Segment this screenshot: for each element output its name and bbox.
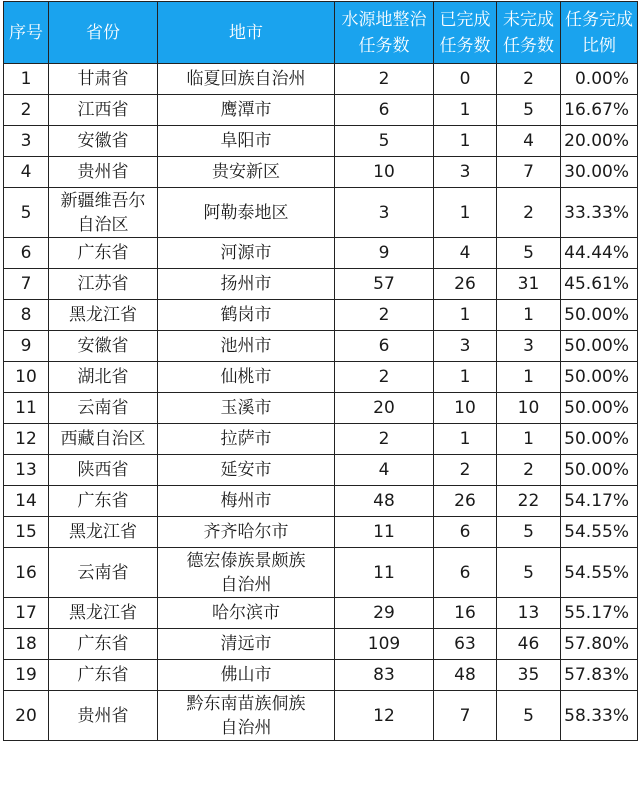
cell-province [49,300,158,331]
cell-province [49,424,158,455]
cell-tasks: 9 [335,238,434,269]
cell-tasks: 57 [335,269,434,300]
cell-province-line: 贵州省 [77,162,129,182]
cell-province-line: 自治区 [77,214,129,235]
cell-tasks: 12 [335,691,434,741]
cell-no: 17 [4,598,49,629]
cell-province [49,95,158,126]
cell-no: 12 [4,424,49,455]
cell-city [158,660,335,691]
table-row [4,455,638,486]
cell-city [158,517,335,548]
cell-tasks: 2 [335,300,434,331]
cell-province-line: 广东省 [77,634,129,654]
header-tasks-label-line2: 任务数 [358,35,410,56]
cell-province [49,157,158,188]
cell-province [49,598,158,629]
table-row [4,548,638,598]
cell-city [158,188,335,238]
cell-tasks: 6 [335,95,434,126]
cell-province [49,486,158,517]
header-done-label-line1: 已完成 [439,9,491,30]
cell-undone: 5 [497,548,561,598]
cell-tasks: 20 [335,393,434,424]
cell-undone: 10 [497,393,561,424]
cell-ratio: 58.33% [561,691,638,741]
header-city-label: 地市 [229,22,263,43]
cell-city-line: 黔东南苗族侗族 [186,693,306,714]
cell-city [158,629,335,660]
cell-done: 3 [434,331,497,362]
cell-tasks: 6 [335,331,434,362]
cell-done: 3 [434,157,497,188]
cell-undone: 4 [497,126,561,157]
cell-ratio: 55.17% [561,598,638,629]
cell-ratio: 44.44% [561,238,638,269]
cell-done: 7 [434,691,497,741]
table-row [4,517,638,548]
cell-city [158,424,335,455]
cell-province [49,548,158,598]
cell-done: 26 [434,486,497,517]
cell-ratio: 54.17% [561,486,638,517]
cell-tasks: 2 [335,362,434,393]
cell-city-line: 德宏傣族景颇族 [186,550,306,571]
cell-undone: 22 [497,486,561,517]
cell-ratio: 50.00% [561,455,638,486]
cell-tasks: 29 [335,598,434,629]
cell-ratio: 50.00% [561,362,638,393]
cell-city [158,269,335,300]
cell-city [158,238,335,269]
table-row [4,64,638,95]
cell-undone: 2 [497,64,561,95]
cell-province-line: 黑龙江省 [69,522,137,542]
cell-done: 1 [434,95,497,126]
cell-tasks: 11 [335,517,434,548]
cell-undone: 5 [497,517,561,548]
cell-undone: 7 [497,157,561,188]
cell-province [49,238,158,269]
cell-province [49,629,158,660]
cell-city-line: 拉萨市 [220,429,272,449]
cell-province-line: 江苏省 [77,274,129,294]
cell-tasks: 2 [335,424,434,455]
cell-province [49,362,158,393]
cell-tasks: 11 [335,548,434,598]
header-done-label-line2: 任务数 [439,35,491,56]
header-ratio-label-line1: 任务完成 [565,9,633,30]
cell-ratio: 50.00% [561,331,638,362]
cell-city [158,126,335,157]
cell-city-line: 自治州 [220,574,272,595]
cell-province [49,393,158,424]
table-row [4,238,638,269]
header-ratio-label-line2: 比例 [582,35,616,56]
cell-done: 1 [434,126,497,157]
cell-ratio: 57.80% [561,629,638,660]
cell-no: 3 [4,126,49,157]
cell-province [49,517,158,548]
cell-tasks: 5 [335,126,434,157]
cell-province-line: 西藏自治区 [60,429,146,449]
cell-done: 6 [434,548,497,598]
cell-city-line: 扬州市 [220,274,272,294]
cell-undone: 13 [497,598,561,629]
cell-tasks: 3 [335,188,434,238]
cell-city [158,331,335,362]
task-completion-table [3,1,638,741]
cell-no: 1 [4,64,49,95]
cell-province-line: 安徽省 [77,336,129,356]
cell-ratio: 54.55% [561,517,638,548]
cell-city-line: 仙桃市 [220,367,272,387]
cell-province [49,331,158,362]
cell-no: 6 [4,238,49,269]
table-body [4,64,638,741]
cell-no: 20 [4,691,49,741]
table-row [4,157,638,188]
cell-tasks: 10 [335,157,434,188]
cell-undone: 1 [497,362,561,393]
cell-province-line: 湖北省 [77,367,129,387]
cell-done: 4 [434,238,497,269]
cell-city [158,95,335,126]
cell-ratio: 45.61% [561,269,638,300]
table-row [4,362,638,393]
cell-city-line: 阜阳市 [220,131,272,151]
cell-city-line: 阿勒泰地区 [203,202,289,223]
cell-province [49,269,158,300]
cell-no: 4 [4,157,49,188]
table-row [4,126,638,157]
cell-city [158,64,335,95]
cell-done: 1 [434,300,497,331]
cell-done: 63 [434,629,497,660]
cell-ratio: 30.00% [561,157,638,188]
cell-province-line: 安徽省 [77,131,129,151]
header-province-label: 省份 [86,22,120,43]
cell-undone: 31 [497,269,561,300]
cell-province [49,455,158,486]
cell-ratio: 33.33% [561,188,638,238]
cell-undone: 2 [497,455,561,486]
cell-no: 8 [4,300,49,331]
cell-undone: 5 [497,691,561,741]
cell-city [158,548,335,598]
table-row [4,660,638,691]
cell-done: 0 [434,64,497,95]
cell-tasks: 109 [335,629,434,660]
cell-tasks: 2 [335,64,434,95]
cell-undone: 1 [497,300,561,331]
table-row [4,598,638,629]
cell-no: 7 [4,269,49,300]
cell-done: 48 [434,660,497,691]
cell-done: 6 [434,517,497,548]
header-no-label: 序号 [9,22,43,43]
cell-ratio: 50.00% [561,300,638,331]
cell-no: 13 [4,455,49,486]
cell-tasks: 83 [335,660,434,691]
cell-no: 15 [4,517,49,548]
cell-city [158,486,335,517]
cell-province-line: 甘肃省 [77,69,129,89]
table-row [4,95,638,126]
cell-city-line: 临夏回族自治州 [186,69,306,89]
header-undone [497,2,561,64]
cell-ratio: 50.00% [561,424,638,455]
cell-province-line: 广东省 [77,491,129,511]
cell-province-line: 云南省 [77,398,129,418]
table-row [4,269,638,300]
cell-no: 19 [4,660,49,691]
cell-province-line: 黑龙江省 [69,603,137,623]
header-ratio [561,2,638,64]
cell-city-line: 河源市 [220,243,272,263]
cell-undone: 46 [497,629,561,660]
cell-province-line: 新疆维吾尔 [60,190,146,211]
cell-city-line: 鹤岗市 [220,305,272,325]
cell-undone: 5 [497,95,561,126]
table-row [4,629,638,660]
cell-province [49,660,158,691]
cell-city-line: 哈尔滨市 [212,603,280,623]
cell-city [158,455,335,486]
table-header [4,2,638,64]
cell-ratio: 20.00% [561,126,638,157]
cell-city-line: 池州市 [220,336,272,356]
cell-tasks: 4 [335,455,434,486]
table-row [4,331,638,362]
table-row [4,424,638,455]
table-row [4,300,638,331]
table-row [4,486,638,517]
cell-city-line: 自治州 [220,717,272,738]
cell-province-line: 陕西省 [77,460,129,480]
cell-province [49,188,158,238]
table-row [4,691,638,741]
cell-city [158,691,335,741]
cell-no: 9 [4,331,49,362]
cell-province-line: 黑龙江省 [69,305,137,325]
cell-no: 11 [4,393,49,424]
cell-ratio: 0.00% [561,64,638,95]
cell-no: 10 [4,362,49,393]
header-done [434,2,497,64]
header-city [158,2,335,64]
header-row [4,2,638,64]
cell-city-line: 鹰潭市 [220,100,272,120]
cell-undone: 2 [497,188,561,238]
cell-done: 16 [434,598,497,629]
cell-city [158,598,335,629]
header-tasks-label-line1: 水源地整治 [341,9,427,30]
cell-province-line: 贵州省 [77,705,129,726]
cell-done: 10 [434,393,497,424]
cell-done: 2 [434,455,497,486]
cell-city-line: 清远市 [220,634,272,654]
header-tasks [335,2,434,64]
cell-city [158,362,335,393]
cell-province [49,126,158,157]
cell-city-line: 佛山市 [220,665,272,685]
cell-done: 1 [434,188,497,238]
cell-undone: 3 [497,331,561,362]
cell-done: 1 [434,362,497,393]
cell-undone: 35 [497,660,561,691]
cell-province-line: 广东省 [77,243,129,263]
header-undone-label-line2: 任务数 [503,35,554,56]
cell-province-line: 广东省 [77,665,129,685]
cell-city [158,157,335,188]
cell-ratio: 16.67% [561,95,638,126]
cell-city [158,393,335,424]
cell-province-line: 云南省 [77,562,129,583]
cell-tasks: 48 [335,486,434,517]
cell-ratio: 50.00% [561,393,638,424]
cell-no: 16 [4,548,49,598]
cell-ratio: 54.55% [561,548,638,598]
cell-city [158,300,335,331]
cell-no: 14 [4,486,49,517]
cell-city-line: 齐齐哈尔市 [203,522,289,542]
cell-done: 1 [434,424,497,455]
cell-province [49,691,158,741]
cell-no: 18 [4,629,49,660]
header-province [49,2,158,64]
header-no [4,2,49,64]
cell-city-line: 延安市 [220,460,272,480]
cell-city-line: 玉溪市 [220,398,272,418]
cell-province [49,64,158,95]
cell-no: 5 [4,188,49,238]
table-row [4,393,638,424]
cell-undone: 5 [497,238,561,269]
header-undone-label-line1: 未完成 [503,9,554,30]
cell-province-line: 江西省 [77,100,129,120]
cell-city-line: 梅州市 [220,491,272,511]
cell-undone: 1 [497,424,561,455]
cell-city-line: 贵安新区 [212,162,280,182]
cell-done: 26 [434,269,497,300]
cell-no: 2 [4,95,49,126]
cell-ratio: 57.83% [561,660,638,691]
table-row [4,188,638,238]
